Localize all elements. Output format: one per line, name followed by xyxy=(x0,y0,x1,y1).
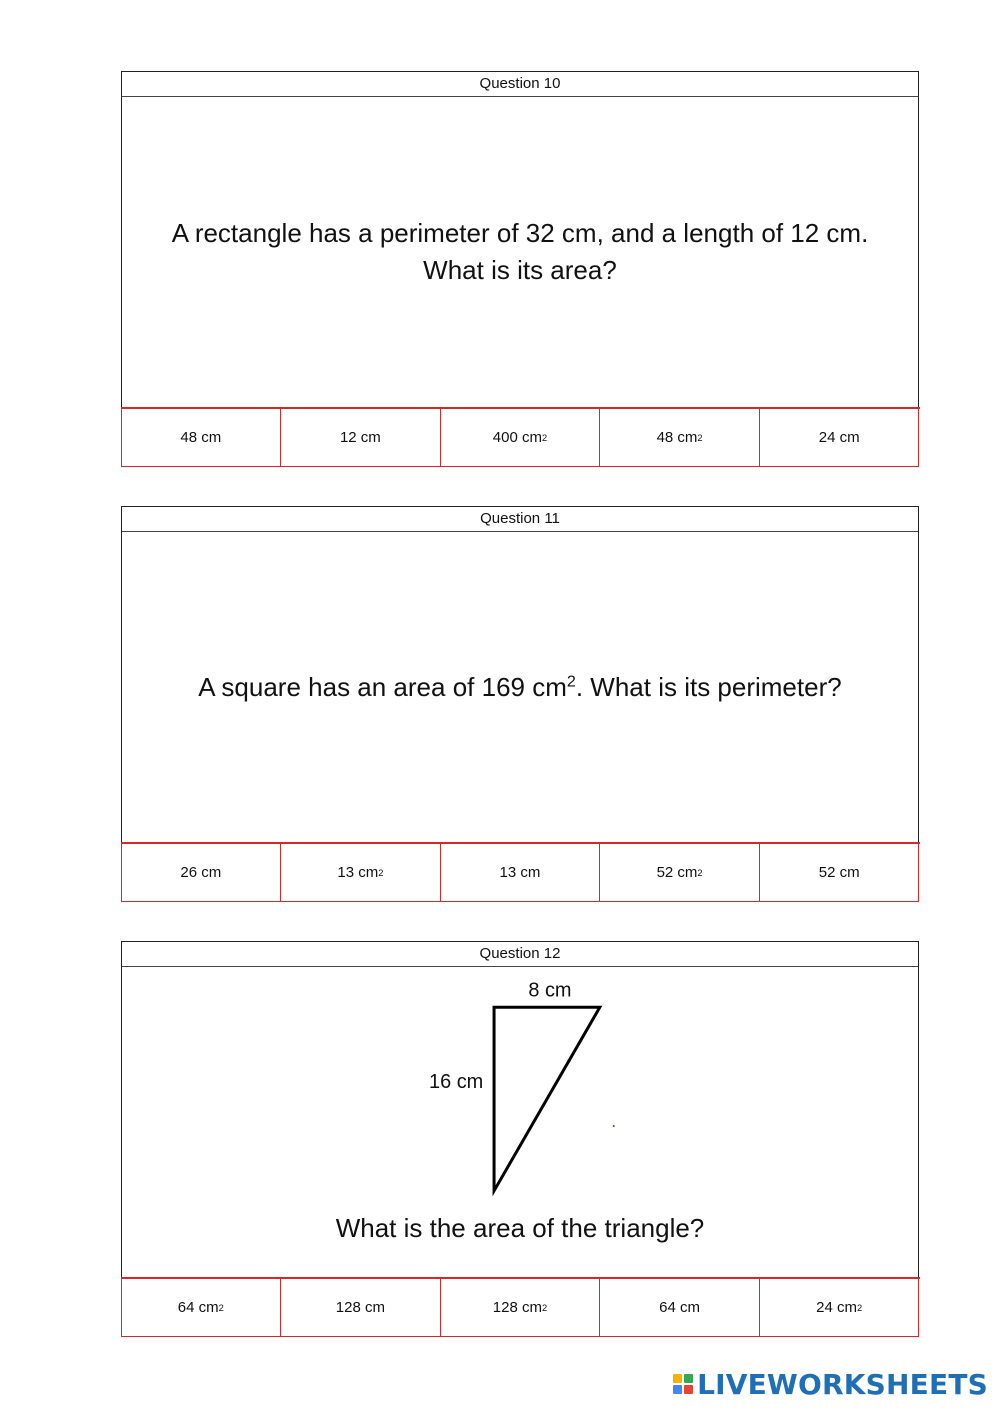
question-text: What is the area of the triangle? xyxy=(335,1213,705,1243)
answer-option[interactable]: 24 cm xyxy=(760,409,920,467)
question-text xyxy=(122,97,918,407)
liveworksheets-logo-icon xyxy=(673,1374,693,1394)
answer-option[interactable]: 128 cm xyxy=(281,1279,441,1337)
question-card-10 xyxy=(121,71,919,467)
top-side-label: 8 cm xyxy=(528,979,572,1002)
answer-option[interactable]: 24 cm 2 xyxy=(760,1279,920,1337)
answer-option[interactable]: 128 cm 2 xyxy=(441,1279,601,1337)
answer-option[interactable]: 48 cm 2 xyxy=(600,409,760,467)
question-header: Question 11 xyxy=(122,507,918,532)
brand-name: LIVEWORKSHEETS xyxy=(697,1367,988,1401)
stray-dot xyxy=(613,1125,615,1127)
answer-row xyxy=(121,842,920,902)
question-card-12 xyxy=(121,941,919,1337)
right-triangle xyxy=(494,1007,600,1191)
answer-row xyxy=(121,1277,920,1337)
answer-option[interactable]: 64 cm xyxy=(600,1279,760,1337)
answer-option[interactable]: 13 cm xyxy=(441,844,601,902)
question-header: Question 10 xyxy=(122,72,918,97)
left-side-label: 16 cm xyxy=(429,1071,484,1094)
answer-option[interactable]: 400 cm 2 xyxy=(441,409,601,467)
answer-option[interactable]: 48 cm xyxy=(121,409,282,467)
question-diagram-area xyxy=(122,967,918,1277)
question-text-line-1: A rectangle has a perimeter of 32 cm, and a length of 12 cm. xyxy=(171,218,869,248)
answer-option[interactable]: 64 cm 2 xyxy=(121,1279,282,1337)
answer-option[interactable]: 52 cm xyxy=(760,844,920,902)
liveworksheets-brand xyxy=(673,1366,988,1402)
question-text-line-2: What is its area? xyxy=(423,255,617,285)
question-card-11 xyxy=(121,506,919,902)
question-text: A square has an area of 169 $cm^2$. What is its perimeter? xyxy=(198,671,842,702)
answer-option[interactable]: 12 cm xyxy=(281,409,441,467)
answer-row xyxy=(121,407,920,467)
answer-option[interactable]: 26 cm xyxy=(121,844,282,902)
answer-option[interactable]: 13 cm 2 xyxy=(281,844,441,902)
answer-option[interactable]: 52 cm 2 xyxy=(600,844,760,902)
question-header: Question 12 xyxy=(122,942,918,967)
